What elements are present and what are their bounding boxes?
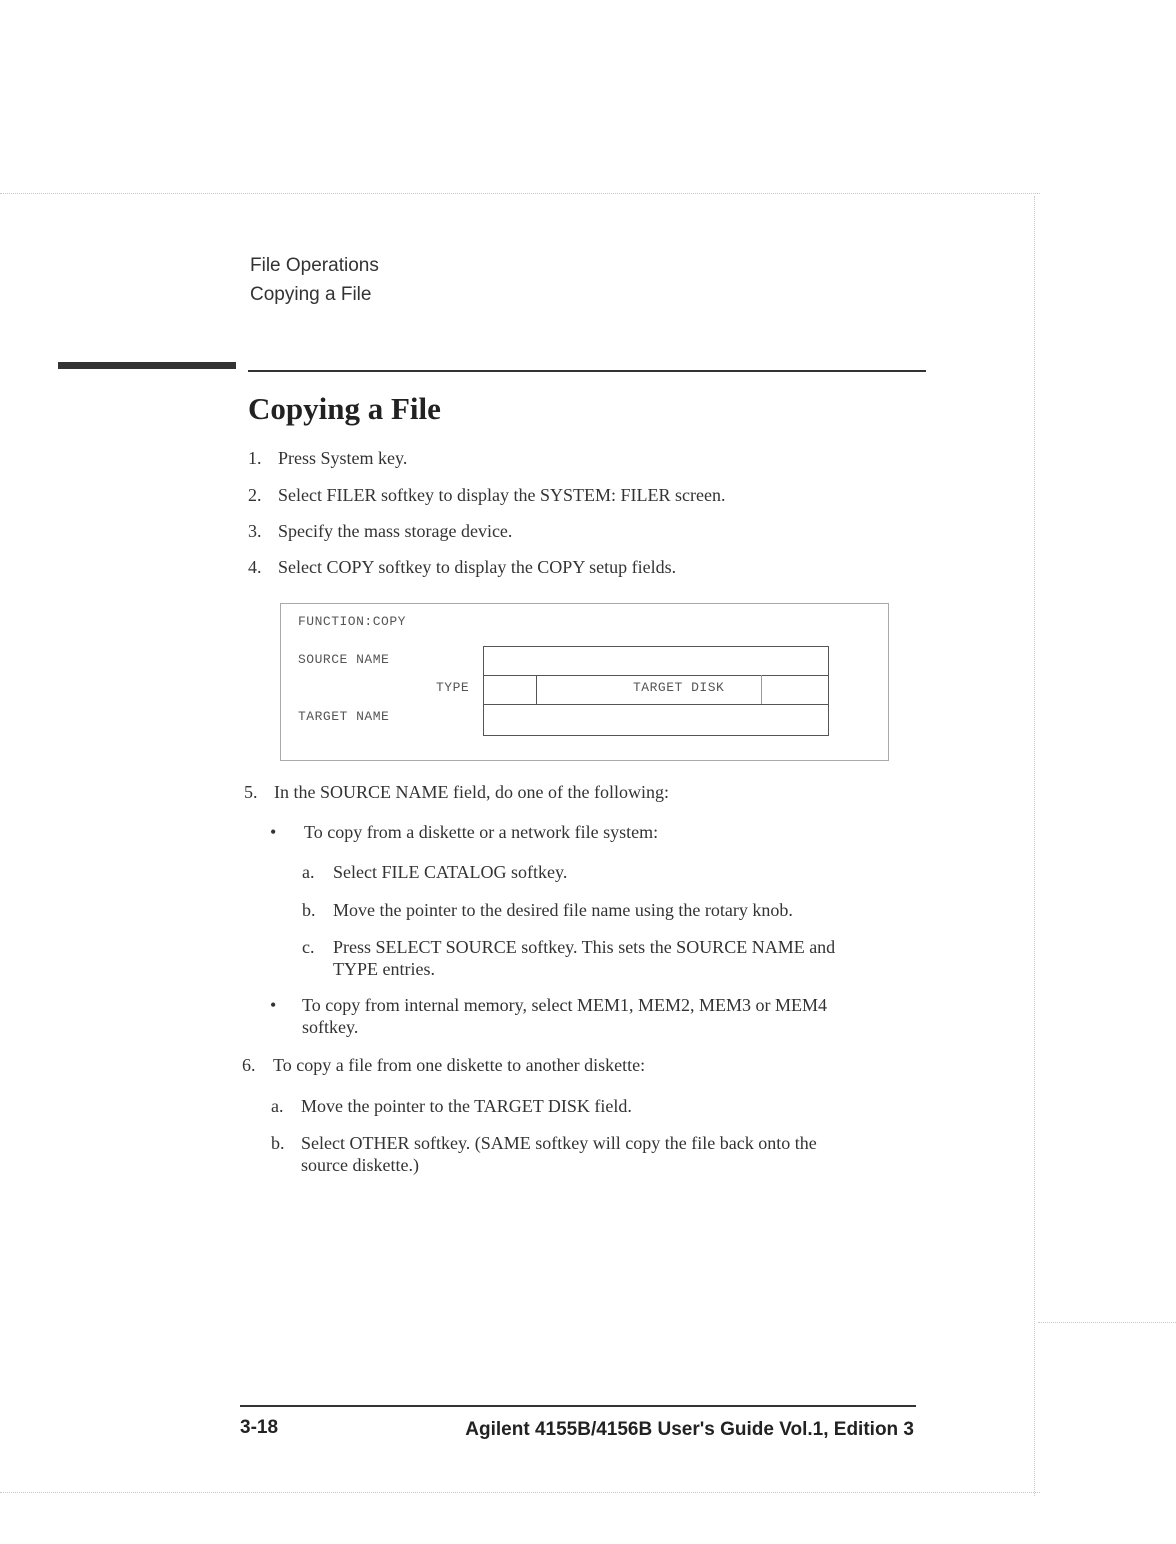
substep-text: Move the pointer to the desired file name using the rotary knob.: [333, 900, 793, 920]
step-number: 6.: [242, 1055, 256, 1075]
substep-letter: c.: [302, 937, 315, 957]
screen-function-label: FUNCTION:COPY: [298, 614, 406, 629]
substep-letter: a.: [271, 1096, 284, 1116]
screen-target-disk-label: TARGET DISK: [633, 680, 725, 695]
step-number: 5.: [244, 782, 258, 802]
step-text: Specify the mass storage device.: [278, 521, 513, 541]
step-text: In the SOURCE NAME field, do one of the following:: [274, 782, 669, 802]
substep-letter: b.: [271, 1133, 285, 1153]
header-section: Copying a File: [250, 284, 372, 305]
substep-text-line2: source diskette.): [301, 1155, 419, 1175]
step-5: [244, 781, 944, 803]
page-edge-right: [1034, 196, 1035, 1496]
copy-screen-illustration: [280, 603, 889, 761]
substep-b: [302, 899, 922, 921]
step-number: 1.: [248, 448, 262, 468]
step6-substep-a: [271, 1095, 921, 1117]
substep-text: Move the pointer to the TARGET DISK field.: [301, 1096, 632, 1116]
bullet-text-line2: softkey.: [302, 1017, 359, 1037]
substep-text: Select FILE CATALOG softkey.: [333, 862, 568, 882]
substep-a: [302, 861, 922, 883]
bullet-text-line1: To copy from internal memory, select MEM1, MEM2, MEM3 or MEM4: [302, 995, 827, 1015]
type-field-divider: [536, 675, 537, 705]
step-text: Press System key.: [278, 448, 408, 468]
bullet-internal-memory: [270, 994, 930, 1038]
page-edge-top: [0, 193, 1040, 194]
step-3: [248, 520, 948, 542]
step-2: [248, 484, 948, 506]
step-number: 4.: [248, 557, 262, 577]
screen-type-label: TYPE: [436, 680, 470, 695]
bullet-mark: •: [270, 995, 277, 1015]
screen-target-name-label: TARGET NAME: [298, 709, 390, 724]
bullet-text: To copy from a diskette or a network file system:: [304, 822, 659, 842]
substep-letter: a.: [302, 862, 315, 882]
substep-letter: b.: [302, 900, 316, 920]
step-text: Select FILER softkey to display the SYSTEM: FILER screen.: [278, 485, 726, 505]
screen-source-name-label: SOURCE NAME: [298, 652, 390, 667]
target-disk-divider: [761, 675, 762, 705]
step-number: 2.: [248, 485, 262, 505]
page-title: Copying a File: [248, 391, 441, 426]
substep-text-line1: Press SELECT SOURCE softkey. This sets the SOURCE NAME and: [333, 937, 836, 957]
section-marker-bar: [58, 362, 236, 369]
target-name-field: [483, 704, 829, 736]
section-rule: [248, 370, 926, 372]
footer-rule: [240, 1405, 916, 1407]
page-edge-bottom: [0, 1492, 1040, 1493]
step-6: [242, 1054, 942, 1076]
step6-substep-b: [271, 1132, 921, 1176]
substep-c: [302, 936, 922, 980]
step-number: 3.: [248, 521, 262, 541]
bullet-diskette: [270, 821, 930, 843]
step-text: Select COPY softkey to display the COPY setup fields.: [278, 557, 677, 577]
bullet-mark: •: [270, 822, 277, 842]
step-4: [248, 556, 948, 578]
footer-page-number: 3-18: [240, 1417, 279, 1438]
page-edge-right-mark: [1038, 1322, 1176, 1323]
substep-text-line1: Select OTHER softkey. (SAME softkey will copy the file back onto the: [301, 1133, 817, 1153]
source-name-field: [483, 646, 829, 676]
step-1: [248, 447, 948, 469]
step-text: To copy a file from one diskette to another diskette:: [273, 1055, 646, 1075]
substep-text-line2: TYPE entries.: [333, 959, 435, 979]
footer-guide-title: Agilent 4155B/4156B User's Guide Vol.1, Edition 3: [465, 1419, 914, 1440]
header-chapter: File Operations: [250, 255, 379, 276]
